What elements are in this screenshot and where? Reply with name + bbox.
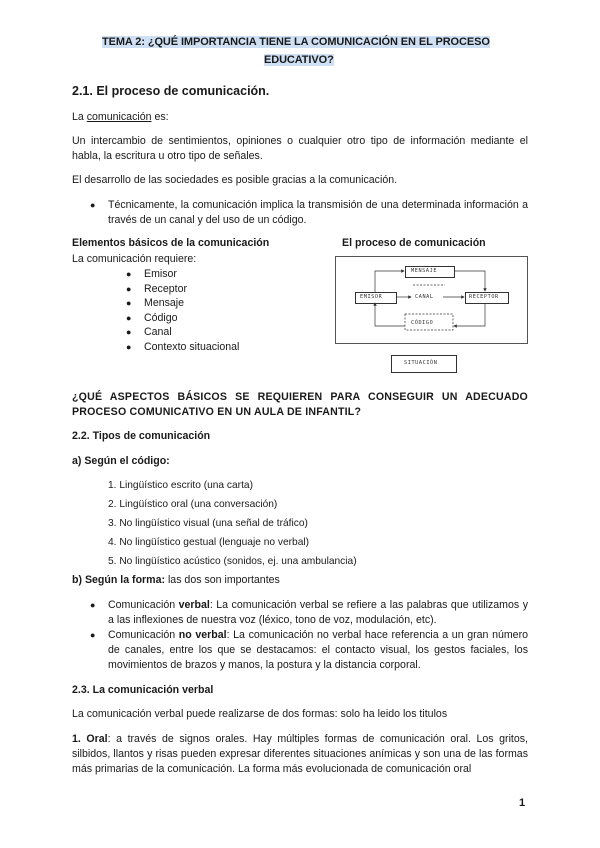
doc-title-line-2: EDUCATIVO? <box>264 54 334 66</box>
code-type-item: 1. Lingüístico escrito (una carta) <box>108 480 253 491</box>
code-type-item: 3. No lingüístico visual (una señal de tráfico) <box>108 518 308 529</box>
bullet-dot: ● <box>90 630 96 640</box>
bullet-dot: ● <box>126 284 132 294</box>
oral-paragraph: 1. Oral: a través de signos orales. Hay múltiples formas de comunicación oral. Los gritos, silbidos, llantos y risas pueden expresar diferentes situaciones anímicas y son una de las formas más primarias de la comunicación. La forma más evolucionada de comunicación oral <box>72 733 528 775</box>
bullet-dot: ● <box>90 600 96 610</box>
nonverbal-bullet-text: Comunicación no verbal: La comunicación no verbal hace referencia a un gran número de canales, entre los que se destacamos: el contacto visual, los gestos faciales, los movimientos de brazos y manos, la postura y la distancia corporal. <box>108 629 528 671</box>
definition-text: Un intercambio de sentimientos, opiniones o cualquier otro tipo de información mediante el habla, la escritura u otro tipo de señales. <box>72 135 528 162</box>
section-2-1-heading: 2.1. El proceso de comunicación. <box>72 84 270 98</box>
bullet-dot: ● <box>90 200 96 210</box>
bullet-dot: ● <box>126 327 132 337</box>
bullet-dot: ● <box>126 313 132 323</box>
diagram-emisor-label: EMISOR <box>360 294 383 300</box>
societies-text: El desarrollo de las sociedades es posible gracias a la comunicación. <box>72 174 398 186</box>
diagram-arrows <box>335 256 528 376</box>
page-number: 1 <box>519 797 526 809</box>
element-item: Contexto situacional <box>144 341 240 353</box>
doc-title-line-1: TEMA 2: ¿QUÉ IMPORTANCIA TIENE LA COMUNICACIÓN EN EL PROCESO <box>102 36 490 48</box>
verbal-bullet-text: Comunicación verbal: La comunicación verbal se refiere a las palabras que utilizamos y a las inflexiones de nuestra voz (léxico, tono de voz, modulación, etc). <box>108 599 528 626</box>
definition-label: La comunicación es: <box>72 111 169 123</box>
element-item: Mensaje <box>144 297 185 309</box>
code-type-item: 2. Lingüístico oral (una conversación) <box>108 499 278 510</box>
element-item: Emisor <box>144 268 177 280</box>
element-item: Receptor <box>144 283 187 295</box>
diagram-situacion-label: SITUACIÓN <box>404 360 438 366</box>
section-2-2-heading: 2.2. Tipos de comunicación <box>72 430 211 442</box>
code-type-item: 5. No lingüístico acústico (sonidos, ej. una ambulancia) <box>108 556 357 567</box>
diagram-mensaje-label: MENSAJE <box>411 268 438 274</box>
bullet-dot: ● <box>126 298 132 308</box>
by-form-line: b) Según la forma: las dos son importantes <box>72 574 280 586</box>
key-question: ¿QUÉ ASPECTOS BÁSICOS SE REQUIEREN PARA CONSEGUIR UN ADECUADO PROCESO COMUNICATIVO EN UN AULA DE INFANTIL? <box>72 391 528 418</box>
communication-process-diagram <box>335 256 528 376</box>
diagram-canal-label: CANAL <box>415 294 434 300</box>
verbal-intro-text: La comunicación verbal puede realizarse de dos formas: solo ha leido los titulos <box>72 708 448 720</box>
diagram-receptor-label: RECEPTOR <box>469 294 499 300</box>
technical-bullet-text: Técnicamente, la comunicación implica la transmisión de una determinada información a través de un canal y del uso de un código. <box>108 199 528 226</box>
process-heading: El proceso de comunicación <box>342 237 486 249</box>
section-2-3-heading: 2.3. La comunicación verbal <box>72 684 214 696</box>
bullet-dot: ● <box>126 342 132 352</box>
element-item: Código <box>144 312 178 324</box>
requires-text: La comunicación requiere: <box>72 253 197 265</box>
by-code-heading: a) Según el código: <box>72 455 170 467</box>
elements-heading: Elementos básicos de la comunicación <box>72 237 270 249</box>
element-item: Canal <box>144 326 172 338</box>
bullet-dot: ● <box>126 269 132 279</box>
code-type-item: 4. No lingüístico gestual (lenguaje no verbal) <box>108 537 310 548</box>
diagram-codigo-label: CÓDIGO <box>411 320 434 326</box>
